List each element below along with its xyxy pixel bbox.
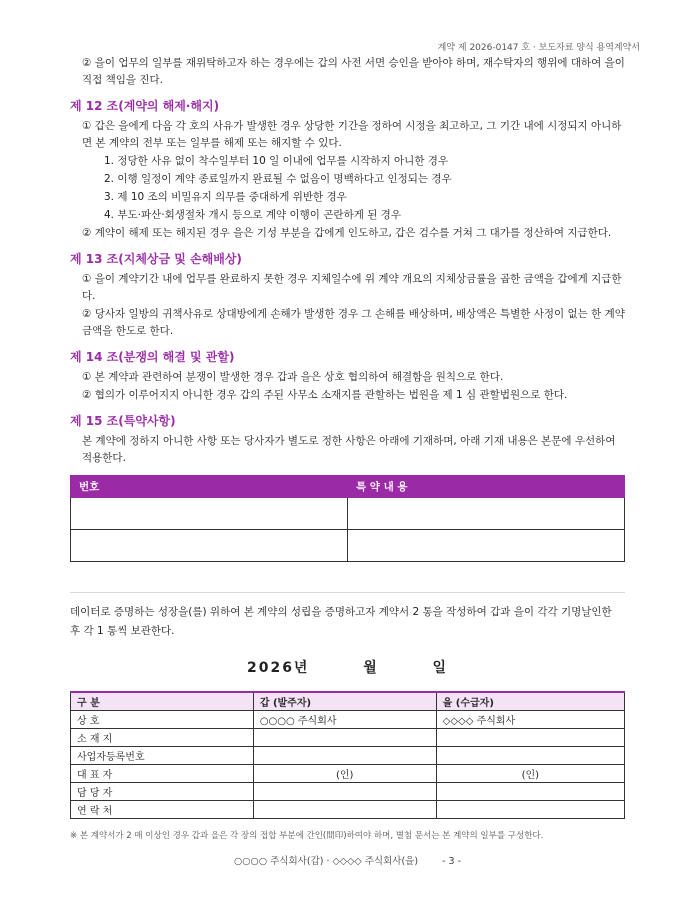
party-a-value[interactable] xyxy=(253,783,436,801)
article-13-paragraph-2: ② 당사자 일방의 귀책사유로 상대방에게 손해가 발생한 경우 그 손해를 배상하며, 배상액은 특별한 사정이 없는 한 계약금액을 한도로 한다. xyxy=(82,308,625,337)
table-row xyxy=(71,498,625,530)
table-row xyxy=(71,801,625,819)
party-a-value[interactable] xyxy=(253,801,436,819)
table-row xyxy=(71,711,625,729)
article-12-heading: 제 12 조(계약의 해제·해지) xyxy=(70,99,220,113)
footnote: ※ 본 계약서가 2 매 이상인 경우 갑과 을은 각 장의 접합 부분에 간인(間印)하여야 하며, 별첨 문서는 본 계약의 일부를 구성한다. xyxy=(70,831,544,841)
special-terms-table xyxy=(70,475,625,562)
article-12-item-3: 3. 제 10 조의 비밀유지 의무를 중대하게 위반한 경우 xyxy=(104,191,347,203)
special-terms-header-content: 특 약 내 용 xyxy=(348,476,625,498)
special-terms-header-number: 번호 xyxy=(71,476,348,498)
table-row xyxy=(71,765,625,783)
footer-parties: ○○○○ 주식회사(갑) · ◇◇◇◇ 주식회사(을) xyxy=(233,856,419,867)
closing-statement: 데이터로 증명하는 성장을(를) 위하여 본 계약의 성립을 증명하고자 계약서 2 통을 작성하여 갑과 을이 각각 기명날인한 후 각 1 통씩 보관한다. xyxy=(70,606,612,637)
divider xyxy=(70,592,625,593)
party-a-value[interactable] xyxy=(253,747,436,765)
table-row xyxy=(71,783,625,801)
row-label: 대 표 자 xyxy=(71,765,254,783)
special-terms-cell[interactable] xyxy=(71,498,348,530)
row-label: 소 재 지 xyxy=(71,729,254,747)
table-row xyxy=(71,530,625,562)
article-14-paragraph-2: ② 협의가 이루어지지 아니한 경우 갑의 주된 사무소 소재지를 관할하는 법원을 제 1 심 관할법원으로 한다. xyxy=(82,389,568,401)
article-14-paragraph-1: ① 본 계약과 관련하여 분쟁이 발생한 경우 갑과 을은 상호 협의하여 해결함을 원칙으로 한다. xyxy=(82,371,504,383)
signature-table xyxy=(70,691,625,819)
row-label: 상 호 xyxy=(71,711,254,729)
row-label: 담 당 자 xyxy=(71,783,254,801)
row-label: 연 락 처 xyxy=(71,801,254,819)
page-number: - 3 - xyxy=(442,856,462,867)
party-a-seal: (인) xyxy=(253,765,436,783)
party-a-value[interactable] xyxy=(253,729,436,747)
article-15-heading: 제 15 조(특약사항) xyxy=(70,414,176,428)
signature-header-party-b: 을 (수급자) xyxy=(436,692,624,711)
signature-header-party-a: 갑 (발주자) xyxy=(253,692,436,711)
party-b-seal: (인) xyxy=(436,765,624,783)
article-15-paragraph: 본 계약에 정하지 아니한 사항 또는 당사자가 별도로 정한 사항은 아래에 기재하며, 아래 기재 내용은 본문에 우선하여 적용한다. xyxy=(82,435,616,464)
article-12-item-2: 2. 이행 일정이 계약 종료일까지 완료될 수 없음이 명백하다고 인정되는 경우 xyxy=(104,173,452,185)
article-13-paragraph-1: ① 을이 계약기간 내에 업무를 완료하지 못한 경우 지체일수에 위 계약 개요의 지체상금률을 곱한 금액을 갑에게 지급한다. xyxy=(82,273,622,302)
article-14-heading: 제 14 조(분쟁의 해결 및 관할) xyxy=(70,350,235,364)
party-b-value[interactable] xyxy=(436,729,624,747)
table-row xyxy=(71,747,625,765)
date-year: 2026년 xyxy=(246,660,310,676)
party-b-value[interactable] xyxy=(436,747,624,765)
special-terms-cell[interactable] xyxy=(71,530,348,562)
page-footer xyxy=(0,853,695,867)
article-12-paragraph-1: ① 갑은 을에게 다음 각 호의 사유가 발생한 경우 상당한 기간을 정하여 시정을 최고하고, 그 기간 내에 시정되지 아니하면 본 계약의 전부 또는 일부를 해제 또는 해지할 수 있다. xyxy=(82,120,622,149)
article-13-heading: 제 13 조(지체상금 및 손해배상) xyxy=(70,252,242,266)
date-day: 일 xyxy=(432,660,449,676)
document-header: 계약 제 2026-0147 호 · 보도자료 양식 용역계약서 xyxy=(437,43,640,53)
row-label: 사업자등록번호 xyxy=(71,747,254,765)
special-terms-cell[interactable] xyxy=(348,530,625,562)
special-terms-cell[interactable] xyxy=(348,498,625,530)
article-12-item-1: 1. 정당한 사유 없이 착수일부터 10 일 이내에 업무를 시작하지 아니한 경우 xyxy=(104,155,449,167)
contract-date xyxy=(70,657,625,677)
contract-body xyxy=(70,55,625,819)
article-11-paragraph-2: ② 을이 업무의 일부를 재위탁하고자 하는 경우에는 갑의 사전 서면 승인을 받아야 하며, 재수탁자의 행위에 대하여 을이 직접 책임을 진다. xyxy=(82,57,625,86)
article-12-item-4: 4. 부도·파산·회생절차 개시 등으로 계약 이행이 곤란하게 된 경우 xyxy=(104,209,401,221)
party-b-value: ◇◇◇◇ 주식회사 xyxy=(436,711,624,729)
date-month: 월 xyxy=(363,660,379,676)
article-12-paragraph-2: ② 계약이 해제 또는 해지된 경우 을은 기성 부분을 갑에게 인도하고, 갑은 검수를 거쳐 그 대가를 정산하여 지급한다. xyxy=(82,227,612,239)
party-a-value: ○○○○ 주식회사 xyxy=(253,711,436,729)
signature-header-category: 구 분 xyxy=(71,692,254,711)
party-b-value[interactable] xyxy=(436,783,624,801)
table-row xyxy=(71,729,625,747)
party-b-value[interactable] xyxy=(436,801,624,819)
